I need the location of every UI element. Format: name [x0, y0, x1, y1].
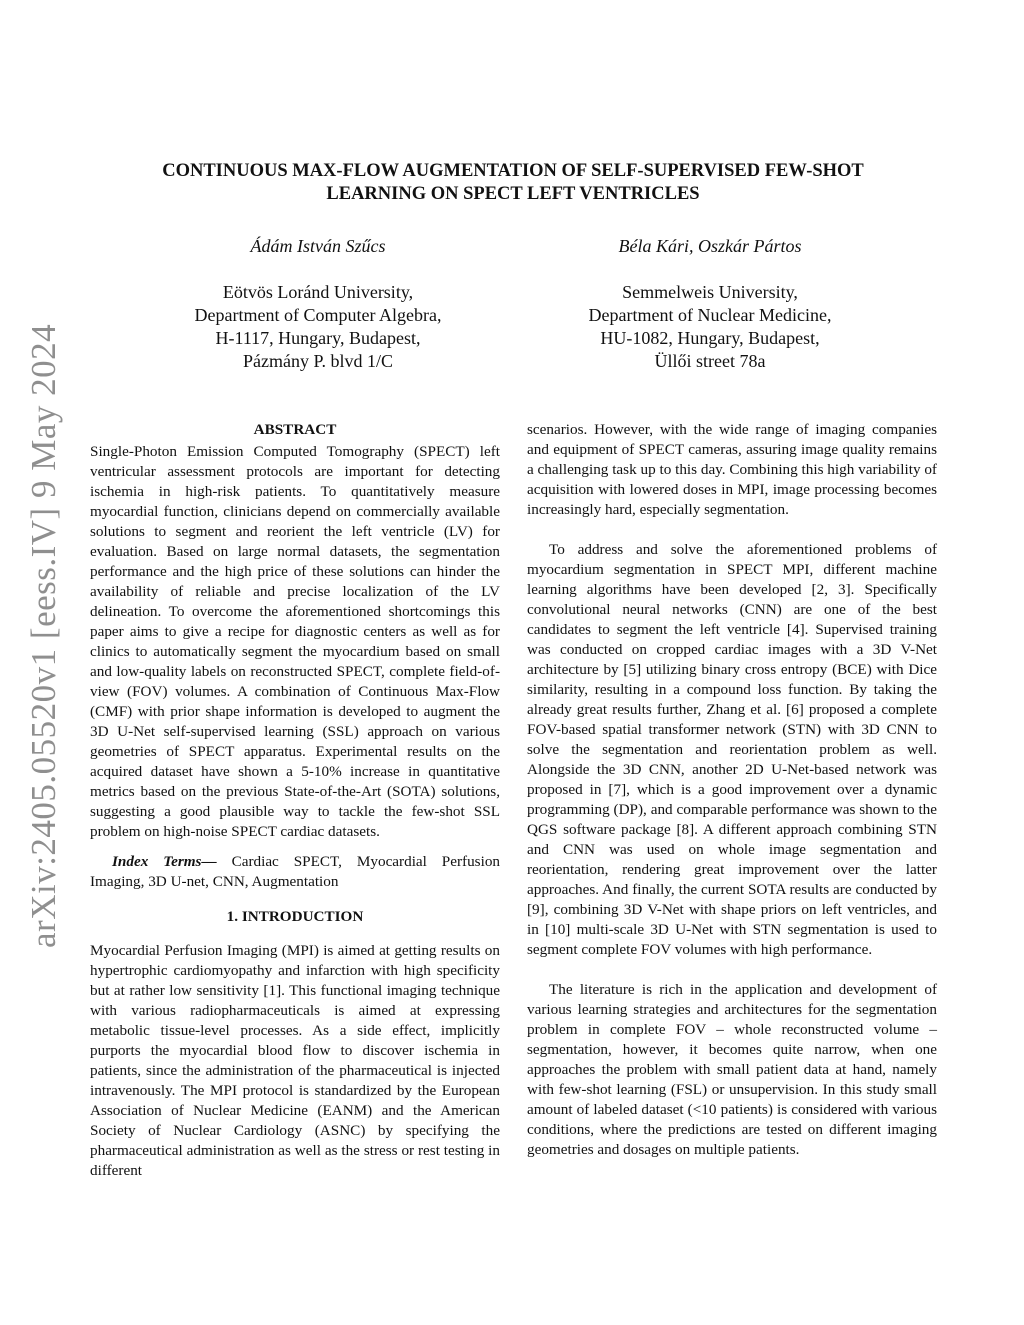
paper-title	[90, 160, 936, 206]
introduction-paragraph-2: To address and solve the aforementioned problems of myocardium segmentation in SPECT MPI, different machine learning algorithms have been developed [2, 3]. Specifically convolutional neural networks (CNN) are one of the best candidates to segment the left ventricle [4]. Supervised training was conducted on cropped cardiac images with a 3D V-Net architecture by [5] utilizing binary cross entropy (BCE) with Dice similarity, resulting in a compound loss function. By taking the already great results further, Zhang et al. [6] proposed a complete FOV-based spatial transformer network (STN) with 3D CNN to solve the segmentation and reorientation problem as well. Alongside the 3D CNN, another 2D U-Net-based network was proposed in [7], which is a good improvement over a dynamic programming (DP), and comparable performance was shown to the QGS software package [8]. A different approach combining STN and CNN was used on whole image segmentation and reorientation, rendering great improvement over the latter approaches. And finally, the current SOTA results are conducted by [9], combining 3D V-Net with shape priors on left ventricles, and in [10] multi-scale 3D U-Net with STN segmentation is used to segment complete FOV volumes with high performance.	[527, 541, 937, 958]
author-block-2	[500, 236, 920, 373]
affiliation-line: Department of Computer Algebra,	[194, 305, 442, 325]
affiliation-line: Department of Nuclear Medicine,	[588, 305, 832, 325]
title-line-1: CONTINUOUS MAX-FLOW AUGMENTATION OF SELF-SUPERVISED FEW-SHOT	[162, 161, 864, 181]
right-column	[527, 420, 937, 1160]
left-column	[90, 420, 500, 1181]
author-name: Béla Kári, Oszkár Pártos	[618, 236, 802, 256]
introduction-paragraph-1-continued: scenarios. However, with the wide range of imaging companies and equipment of SPECT cameras, assuring image quality remains a challenging task up to this day. Combining this high variability of acquisition with lowered doses in MPI, image processing becomes increasingly hard, especially segmentation.	[527, 421, 937, 518]
index-terms-label: Index Terms—	[112, 853, 217, 870]
abstract-heading: ABSTRACT	[253, 421, 337, 438]
introduction-paragraph-3: The literature is rich in the application and development of various learning strategies and architectures for the segmentation problem in complete FOV – whole reconstructed volume – segmentation, however, it becomes quite narrow, when one approaches the problem with small patient data at hand, namely with few-shot learning (FSL) or unsupervision. In this study small amount of labeled dataset (<10 patients) is considered with various conditions, where the predictions are tested on different imaging geometries and dosages on multiple patients.	[527, 981, 937, 1158]
author-name: Ádám István Szűcs	[250, 236, 386, 256]
index-terms	[90, 852, 500, 892]
affiliation-line: Üllői street 78a	[654, 351, 766, 371]
author-block-1	[108, 236, 528, 373]
affiliation-line: H-1117, Hungary, Budapest,	[215, 328, 421, 348]
index-terms-text: Cardiac SPECT, Myocardial Perfusion Imaging, 3D U-net, CNN, Augmentation	[90, 853, 501, 890]
affiliation-line: Pázmány P. blvd 1/C	[242, 351, 393, 371]
introduction-heading: 1. INTRODUCTION	[226, 908, 364, 925]
affiliation-line: HU-1082, Hungary, Budapest,	[600, 328, 820, 348]
abstract-text: Single-Photon Emission Computed Tomography (SPECT) left ventricular assessment protocols are important for detecting ischemia in high-risk patients. To quantitatively measure myocardial function, clinicians depend on commercially available solutions to segment and reorient the left ventricle (LV) for evaluation. Based on large normal datasets, the segmentation performance and the high price of these solutions can hinder the availability of reliable and precise localization of the LV delineation. To overcome the aforementioned shortcomings this paper aims to give a recipe for diagnostic centers as well as for clinics to automatically segment the myocardium based on small and low-quality labels on reconstructed SPECT, complete field-of-view (FOV) volumes. A combination of Continuous Max-Flow (CMF) with prior shape information is developed to augment the 3D U-Net self-supervised learning (SSL) approach on various geometries of SPECT apparatus. Experimental results on the acquired dataset have shown a 5-10% increase in quantitative metrics based on the previous State-of-the-Art (SOTA) solutions, suggesting a good plausible way to tackle the few-shot SSL problem on high-noise SPECT cardiac datasets.	[90, 443, 500, 840]
affiliation-line: Eötvös Loránd University,	[222, 282, 414, 302]
title-line-2: LEARNING ON SPECT LEFT VENTRICLES	[326, 184, 700, 204]
affiliation-line: Semmelweis University,	[622, 282, 798, 302]
introduction-paragraph-1: Myocardial Perfusion Imaging (MPI) is aimed at getting results on hypertrophic cardiomyopathy and infarction with high specificity but at rather low sensitivity [1]. This functional imaging technique with various radiopharmaceuticals is aimed at expressing metabolic tissue-level processes. As a side effect, implicitly purports the myocardial blood flow to discover ischemia in patients, since the administration of the pharmaceutical is injected intravenously. The MPI protocol is standardized by the European Association of Nuclear Medicine (EANM) and the American Society of Nuclear Cardiology (ASNC) by specifying the pharmaceutical administration as well as the stress or rest testing in different	[90, 942, 500, 1179]
arxiv-identifier-stamp: arXiv:2405.05520v1 [eess.IV] 9 May 2024	[24, 323, 63, 948]
